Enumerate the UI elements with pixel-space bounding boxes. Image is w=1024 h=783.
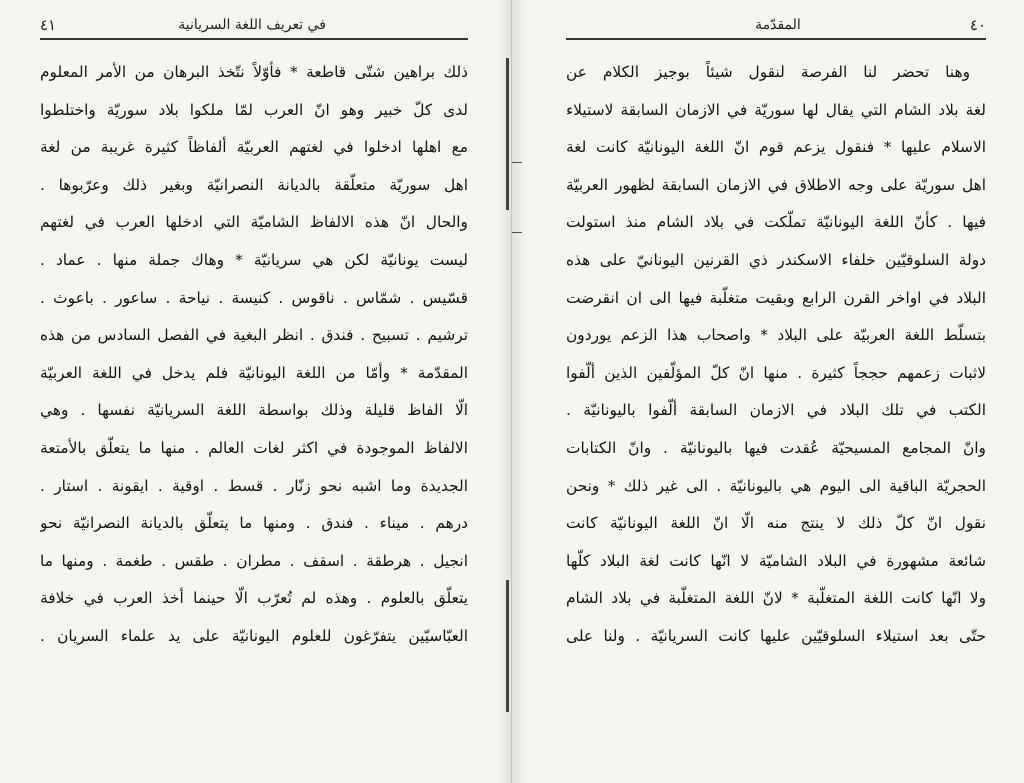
text-line: الكتب في تلك البلاد في الازمان السابقة ألّفوا باليونانيّة .: [566, 401, 986, 420]
text-line: وهنا تحضر لنا الفرصة لنقول شيئاً بوجيز الكلام عن: [566, 63, 970, 81]
right-header-rule: [566, 38, 986, 40]
margin-bracket: [506, 58, 509, 210]
left-header-rule: [40, 38, 468, 40]
text-line: دولة السلوقيّين خلفاء الاسكندر ذي القرنين اليونانيّ على هذه: [566, 250, 986, 269]
text-line: ولا انّها كانت اللغة المتغلّبة * لانّ اللغة المتغلّبة في بلاد الشام: [566, 589, 986, 608]
right-page-body: [566, 54, 986, 656]
left-page-header: [40, 14, 468, 36]
text-line: انجيل . هرطقة . اسقف . مطران . طقس . طغمة . ومنها ما: [40, 551, 468, 570]
text-line: يتعلّق بالعلوم . وهذه لم تُعرّب الّا حينما أخذ العرب في خلافة: [40, 589, 468, 608]
text-line: الالفاظ الموجودة في اكثر لغات العالم . منها ما يتعلّق بالأمتعة: [40, 438, 468, 457]
margin-bracket: [506, 580, 509, 712]
text-line: لاثبات زعمهم حججاً كثيرة . منها انّ كلّ المؤلّفين الذين ألّفوا: [566, 363, 986, 382]
text-line: الاسلام عليها * فنقول يزعم قوم انّ اللغة اليونانيّة كانت لغة: [566, 138, 986, 157]
text-line: قسّيس . شمّاس . ناقوس . كنيسة . نياحة . ساعور . باعوث .: [40, 288, 468, 307]
text-line: العبّاسيّين يتفرّغون للعلوم اليونانيّة على يد علماء السريان .: [40, 626, 468, 645]
left-running-head: في تعريف اللغة السريانية: [178, 17, 326, 33]
text-line: البلاد في اواخر القرن الرابع وبقيت متغلّبة فيها الى ان انقرضت: [566, 288, 986, 307]
margin-tick: [512, 162, 522, 163]
text-line: شائعة مشهورة في البلاد الشاميّة لا انّها كانت لغة البلاد كلّها: [566, 551, 986, 570]
right-page: [512, 0, 1024, 783]
text-line: والحال انّ هذه الالفاظ الشاميّة التي ادخلها العرب في لغتهم: [40, 213, 468, 232]
text-line: درهم . ميناء . فندق . ومنها ما يتعلّق بالديانة النصرانيّة نحو: [40, 514, 468, 533]
text-line: اهل سوريّة على وجه الاطلاق في الازمان السابقة لظهور العربيّة: [566, 175, 986, 194]
text-line: نقول انّ كلّ ذلك لا ينتج منه الّا انّ اللغة اليونانيّة كانت: [566, 514, 986, 533]
text-line: وانّ المجامع المسيحيّة عُقدت فيها باليونانيّة . وانّ الكتابات: [566, 438, 986, 457]
text-line: الحجريّة الباقية الى اليوم هي باليونانيّة . الى غير ذلك * ونحن: [566, 476, 986, 495]
text-line: لغة بلاد الشام التي يقال لها سوريّة في الازمان السابقة لاستيلاء: [566, 100, 986, 119]
text-line: حتّى بعد استيلاء السلوقيّين عليها كانت السريانيّة . ولنا على: [566, 626, 986, 645]
text-line: فيها . كأنّ اللغة اليونانيّة تملّكت في بلاد الشام منذ استولت: [566, 213, 986, 232]
text-line: ذلك براهين شتّى قاطعة * فأوّلاً نتّخذ البرهان من الأمر المعلوم: [40, 63, 468, 81]
text-line: لدى كلّ خبير وهو انّ العرب لمّا ملكوا بلاد سوريّة واختلطوا: [40, 100, 468, 119]
margin-tick: [512, 232, 522, 233]
right-running-head: المقدّمة: [755, 17, 801, 33]
text-line: الّا الفاظ قليلة وذلك بواسطة اللغة السريانيّة نفسها . وهي: [40, 401, 468, 420]
text-line: ليست يونانيّة لكن هي سريانيّة * وهاك جملة منها . عماد .: [40, 250, 468, 269]
left-page-body: [40, 54, 468, 656]
text-line: مع اهلها ادخلوا في لغتهم العربيّة ألفاظاً كثيرة غريبة من لغة: [40, 138, 468, 157]
right-page-number: ٤٠: [969, 16, 986, 34]
right-page-header: [566, 14, 986, 36]
text-line: الجديدة وما اشبه نحو زنّار . قسط . اوقية . ايقونة . استار .: [40, 476, 468, 495]
text-line: اهل سوريّة متعلّقة بالديانة النصرانيّة وبغير ذلك وعرّبوها .: [40, 175, 468, 194]
text-line: بتسلّط اللغة العربيّة على البلاد * واصحاب هذا الزعم يوردون: [566, 326, 986, 345]
left-page-number: ٤١: [40, 16, 57, 34]
text-line: المقدّمة * وأمّا من اللغة اليونانيّة فلم يدخل في اللغة العربيّة: [40, 363, 468, 382]
text-line: ترشيم . تسبيح . فندق . انظر البغية في الفصل السادس من هذه: [40, 326, 468, 345]
